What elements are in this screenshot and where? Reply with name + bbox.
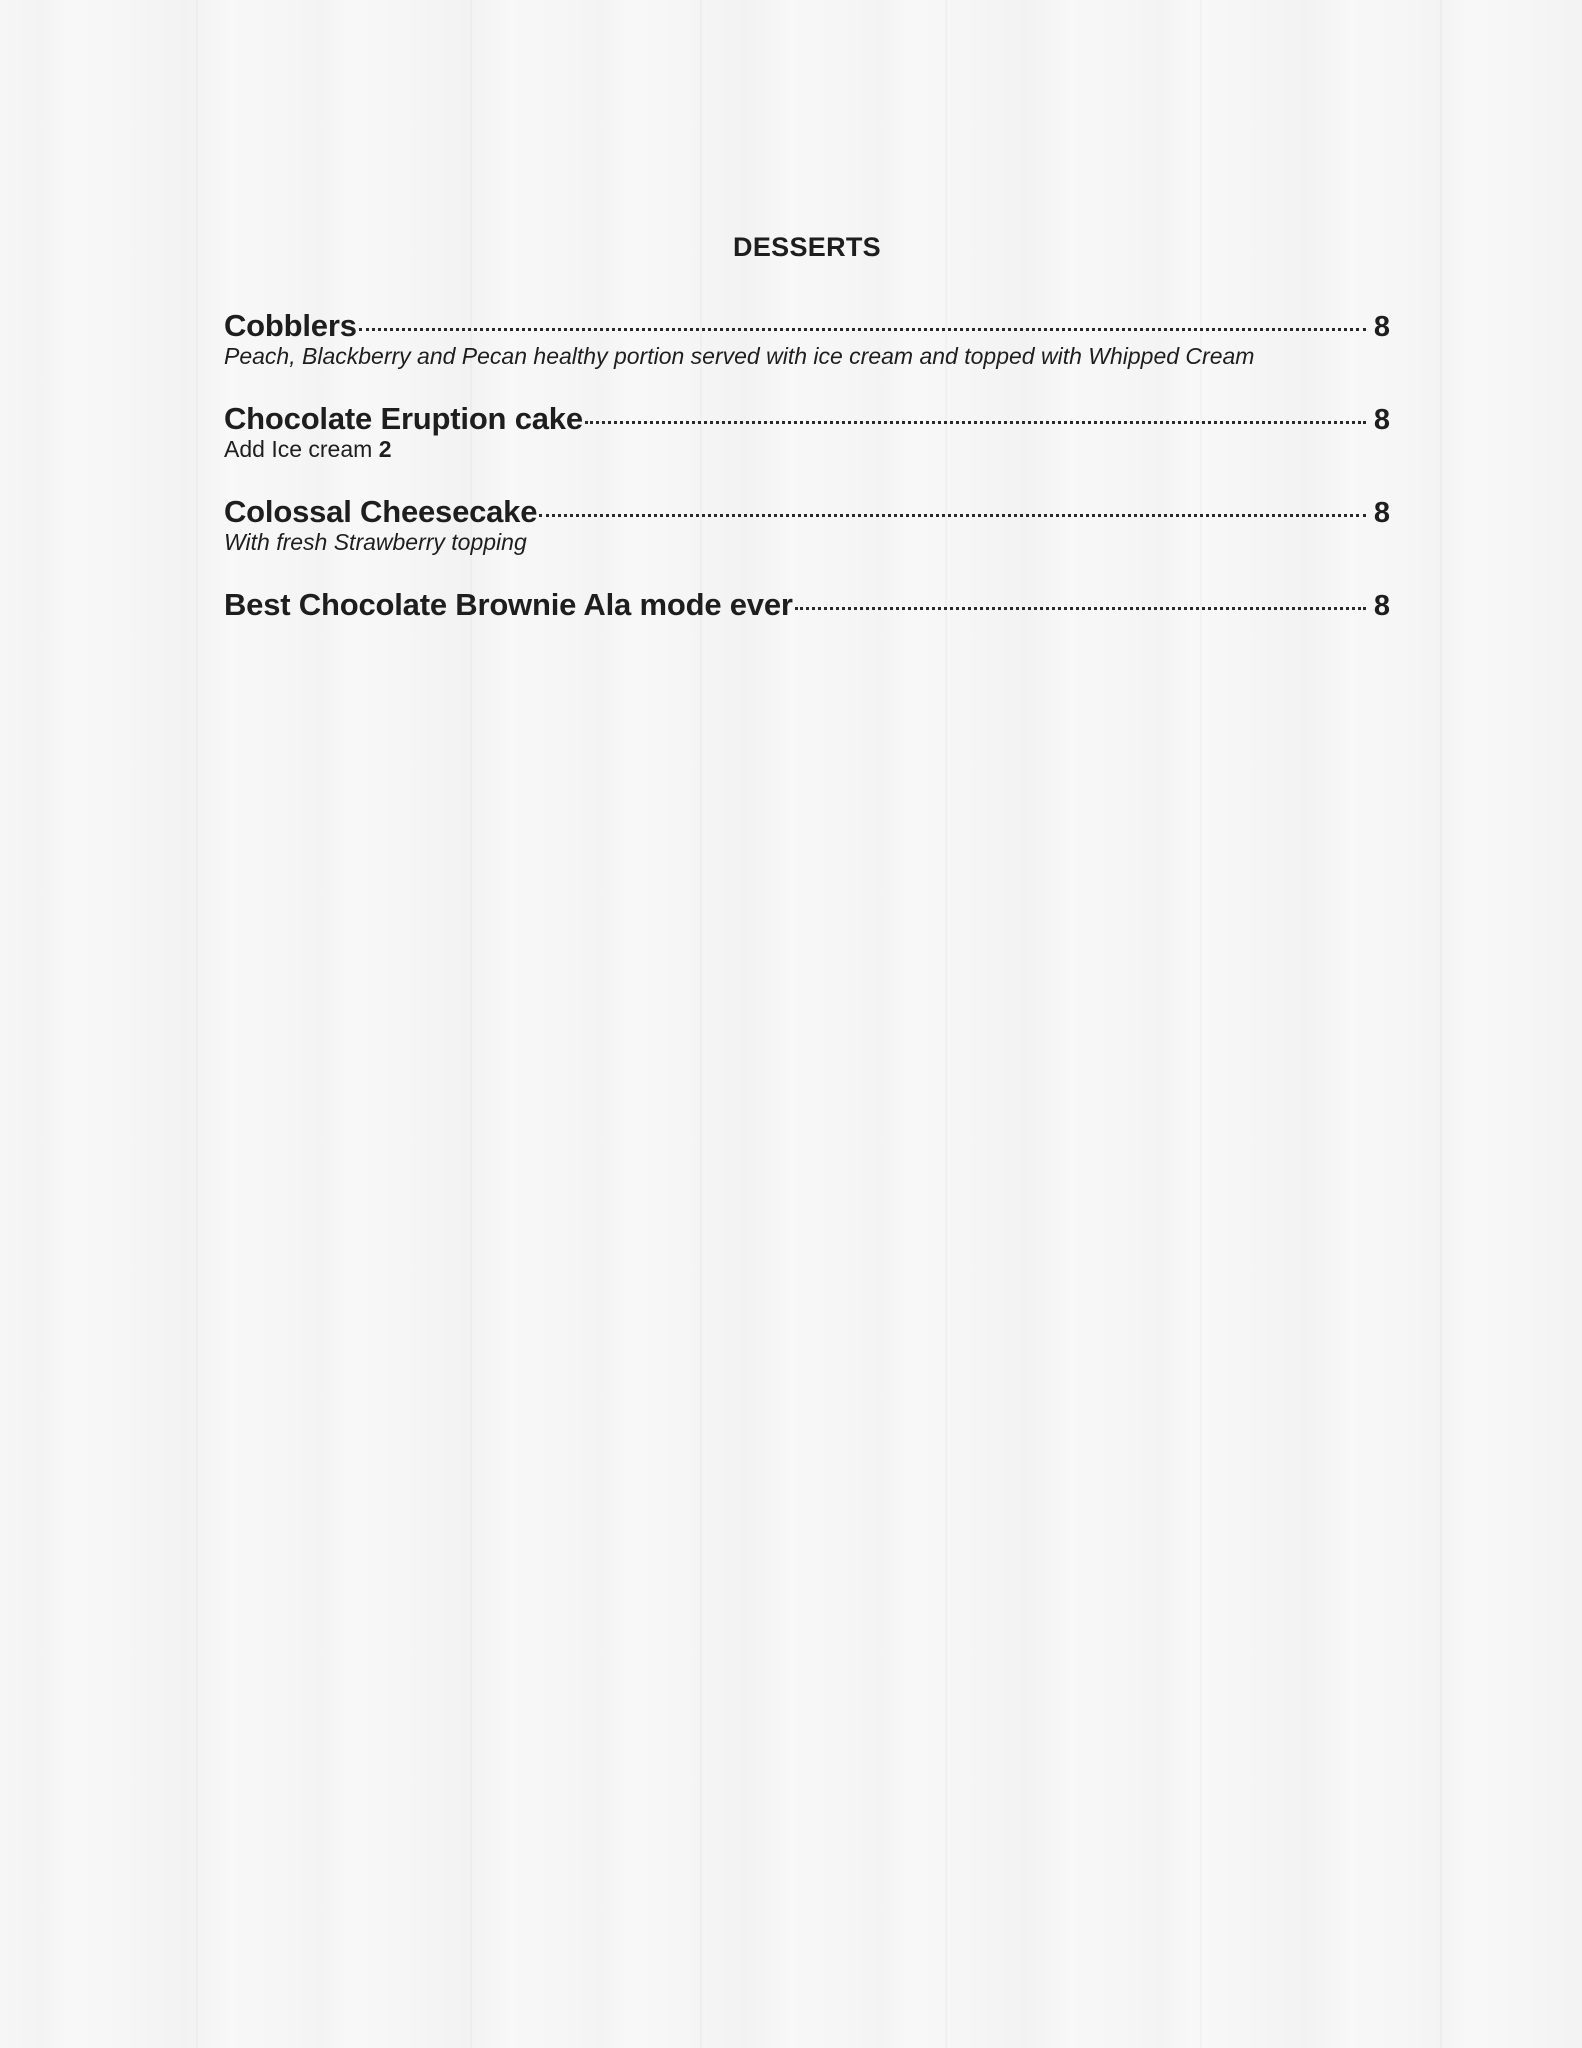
menu-item-name: Cobblers <box>224 308 357 343</box>
dot-leader <box>585 421 1366 424</box>
menu-item-line <box>224 494 1390 531</box>
menu-item-chocolate-brownie <box>224 587 1390 624</box>
menu-item-description: Peach, Blackberry and Pecan healthy portion served with ice cream and topped with Whipped Cream <box>224 343 1255 369</box>
menu-item-chocolate-eruption-cake <box>224 401 1390 462</box>
dessert-menu <box>224 230 1390 656</box>
dot-leader <box>539 514 1366 517</box>
menu-item-colossal-cheesecake <box>224 494 1390 555</box>
menu-item-price: 8 <box>1373 497 1390 529</box>
menu-item-price: 8 <box>1373 404 1390 436</box>
menu-item-name: Best Chocolate Brownie Ala mode ever <box>224 587 793 622</box>
section-title: DESSERTS <box>733 232 881 262</box>
menu-item-addon <box>224 436 1390 462</box>
menu-item-price: 8 <box>1373 311 1390 343</box>
menu-item-line <box>224 401 1390 438</box>
dot-leader <box>359 328 1366 331</box>
menu-item-description: With fresh Strawberry topping <box>224 529 527 555</box>
wood-plank-seam <box>1440 0 1442 2048</box>
menu-item-price: 8 <box>1373 590 1390 622</box>
menu-item-line <box>224 587 1390 624</box>
menu-item-name: Colossal Cheesecake <box>224 494 538 529</box>
menu-item-name: Chocolate Eruption cake <box>224 401 583 436</box>
menu-item-cobblers <box>224 308 1390 369</box>
addon-label: Add Ice cream <box>224 436 373 462</box>
menu-item-line <box>224 308 1390 345</box>
addon-price: 2 <box>378 436 392 462</box>
wood-plank-seam <box>196 0 198 2048</box>
dot-leader <box>795 607 1366 610</box>
